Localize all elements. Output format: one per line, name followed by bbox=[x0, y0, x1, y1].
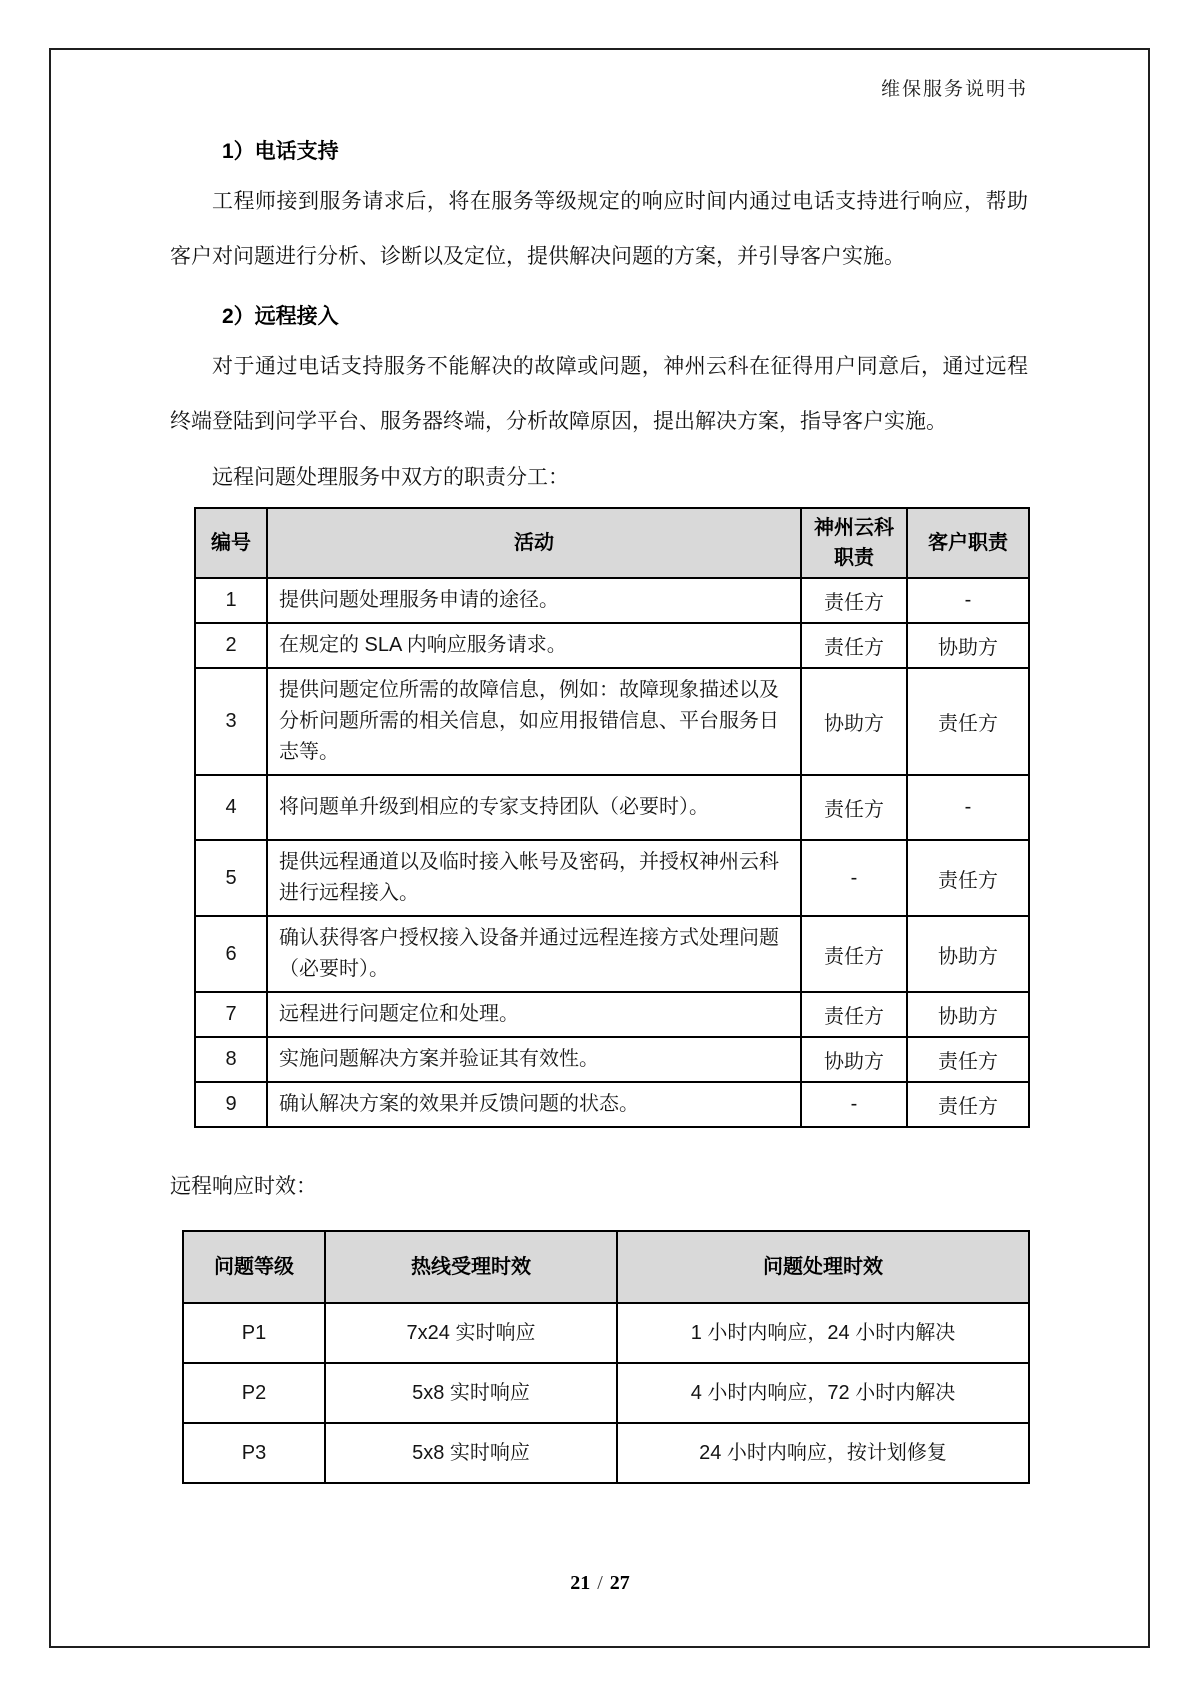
cell-number: 6 bbox=[195, 916, 267, 992]
page-number-current: 21 bbox=[570, 1572, 591, 1594]
table-row bbox=[183, 1303, 1029, 1363]
col-header-number: 编号 bbox=[195, 508, 267, 578]
cell-problem-level: P1 bbox=[183, 1303, 325, 1363]
response-time-label: 远程响应时效： bbox=[170, 1175, 317, 1199]
cell-number: 5 bbox=[195, 840, 267, 916]
cell-hotline-sla: 7x24 实时响应 bbox=[325, 1303, 617, 1363]
cell-handling-sla: 24 小时内响应，按计划修复 bbox=[617, 1423, 1029, 1483]
cell-number: 3 bbox=[195, 668, 267, 775]
cell-customer-duty: 责任方 bbox=[907, 1037, 1029, 1082]
table-row bbox=[195, 1082, 1029, 1127]
table-row bbox=[195, 623, 1029, 668]
page-footer bbox=[0, 1572, 1200, 1595]
cell-customer-duty: 责任方 bbox=[907, 840, 1029, 916]
cell-customer-duty: 责任方 bbox=[907, 668, 1029, 775]
page-number-separator: / bbox=[597, 1572, 603, 1594]
cell-number: 4 bbox=[195, 775, 267, 840]
cell-activity: 提供远程通道以及临时接入帐号及密码，并授权神州云科进行远程接入。 bbox=[267, 840, 801, 916]
cell-handling-sla: 4 小时内响应，72 小时内解决 bbox=[617, 1363, 1029, 1423]
page-number-total: 27 bbox=[609, 1572, 630, 1594]
col-header-handling-sla: 问题处理时效 bbox=[617, 1231, 1029, 1303]
cell-dck-duty: - bbox=[801, 840, 907, 916]
col-header-dck-duty: 神州云科职责 bbox=[801, 508, 907, 578]
table-header-row bbox=[195, 508, 1029, 578]
cell-activity: 提供问题处理服务申请的途径。 bbox=[267, 578, 801, 623]
table-row bbox=[195, 578, 1029, 623]
cell-hotline-sla: 5x8 实时响应 bbox=[325, 1423, 617, 1483]
page-content bbox=[170, 0, 1028, 1484]
table-row bbox=[183, 1423, 1029, 1483]
cell-dck-duty: 责任方 bbox=[801, 916, 907, 992]
table-row bbox=[195, 992, 1029, 1037]
cell-activity: 实施问题解决方案并验证其有效性。 bbox=[267, 1037, 801, 1082]
cell-number: 7 bbox=[195, 992, 267, 1037]
cell-problem-level: P2 bbox=[183, 1363, 325, 1423]
cell-customer-duty: 协助方 bbox=[907, 916, 1029, 992]
table-row bbox=[195, 668, 1029, 775]
cell-activity: 将问题单升级到相应的专家支持团队（必要时）。 bbox=[267, 775, 801, 840]
cell-customer-duty: 协助方 bbox=[907, 623, 1029, 668]
table-row bbox=[195, 775, 1029, 840]
cell-customer-duty: 责任方 bbox=[907, 1082, 1029, 1127]
col-header-activity: 活动 bbox=[267, 508, 801, 578]
cell-activity: 确认获得客户授权接入设备并通过远程连接方式处理问题（必要时）。 bbox=[267, 916, 801, 992]
responsibility-table bbox=[194, 507, 1030, 1128]
section-heading-remote-access: 2）远程接入 bbox=[222, 305, 339, 329]
section-heading-phone-support: 1）电话支持 bbox=[222, 140, 339, 163]
cell-number: 1 bbox=[195, 578, 267, 623]
cell-dck-duty: 责任方 bbox=[801, 775, 907, 840]
paragraph-remote-access: 对于通过电话支持服务不能解决的故障或问题，神州云科在征得用户同意后，通过远程终端登陆到问学平台、服务器终端，分析故障原因，提出解决方案，指导客户实施。 bbox=[170, 355, 1028, 433]
col-header-hotline-sla: 热线受理时效 bbox=[325, 1231, 617, 1303]
cell-dck-duty: 责任方 bbox=[801, 578, 907, 623]
table-row bbox=[195, 840, 1029, 916]
col-header-problem-level: 问题等级 bbox=[183, 1231, 325, 1303]
cell-number: 8 bbox=[195, 1037, 267, 1082]
col-header-customer-duty: 客户职责 bbox=[907, 508, 1029, 578]
paragraph-phone-support: 工程师接到服务请求后，将在服务等级规定的响应时间内通过电话支持进行响应，帮助客户对问题进行分析、诊断以及定位，提供解决问题的方案，并引导客户实施。 bbox=[170, 190, 1028, 268]
cell-number: 9 bbox=[195, 1082, 267, 1127]
responsibility-table-intro: 远程问题处理服务中双方的职责分工： bbox=[212, 466, 569, 490]
cell-customer-duty: - bbox=[907, 775, 1029, 840]
cell-customer-duty: 协助方 bbox=[907, 992, 1029, 1037]
cell-dck-duty: 协助方 bbox=[801, 668, 907, 775]
table-row bbox=[183, 1363, 1029, 1423]
cell-problem-level: P3 bbox=[183, 1423, 325, 1483]
table-row bbox=[195, 1037, 1029, 1082]
cell-activity: 确认解决方案的效果并反馈问题的状态。 bbox=[267, 1082, 801, 1127]
table-header-row bbox=[183, 1231, 1029, 1303]
cell-handling-sla: 1 小时内响应，24 小时内解决 bbox=[617, 1303, 1029, 1363]
cell-hotline-sla: 5x8 实时响应 bbox=[325, 1363, 617, 1423]
table-row bbox=[195, 916, 1029, 992]
cell-dck-duty: 责任方 bbox=[801, 623, 907, 668]
cell-dck-duty: 协助方 bbox=[801, 1037, 907, 1082]
response-time-table bbox=[182, 1230, 1030, 1484]
cell-customer-duty: - bbox=[907, 578, 1029, 623]
cell-dck-duty: - bbox=[801, 1082, 907, 1127]
cell-activity: 远程进行问题定位和处理。 bbox=[267, 992, 801, 1037]
cell-dck-duty: 责任方 bbox=[801, 992, 907, 1037]
cell-number: 2 bbox=[195, 623, 267, 668]
document-header-title: 维保服务说明书 bbox=[880, 79, 1028, 100]
cell-activity: 在规定的 SLA 内响应服务请求。 bbox=[267, 623, 801, 668]
cell-activity: 提供问题定位所需的故障信息，例如：故障现象描述以及分析问题所需的相关信息，如应用报错信息、平台服务日志等。 bbox=[267, 668, 801, 775]
